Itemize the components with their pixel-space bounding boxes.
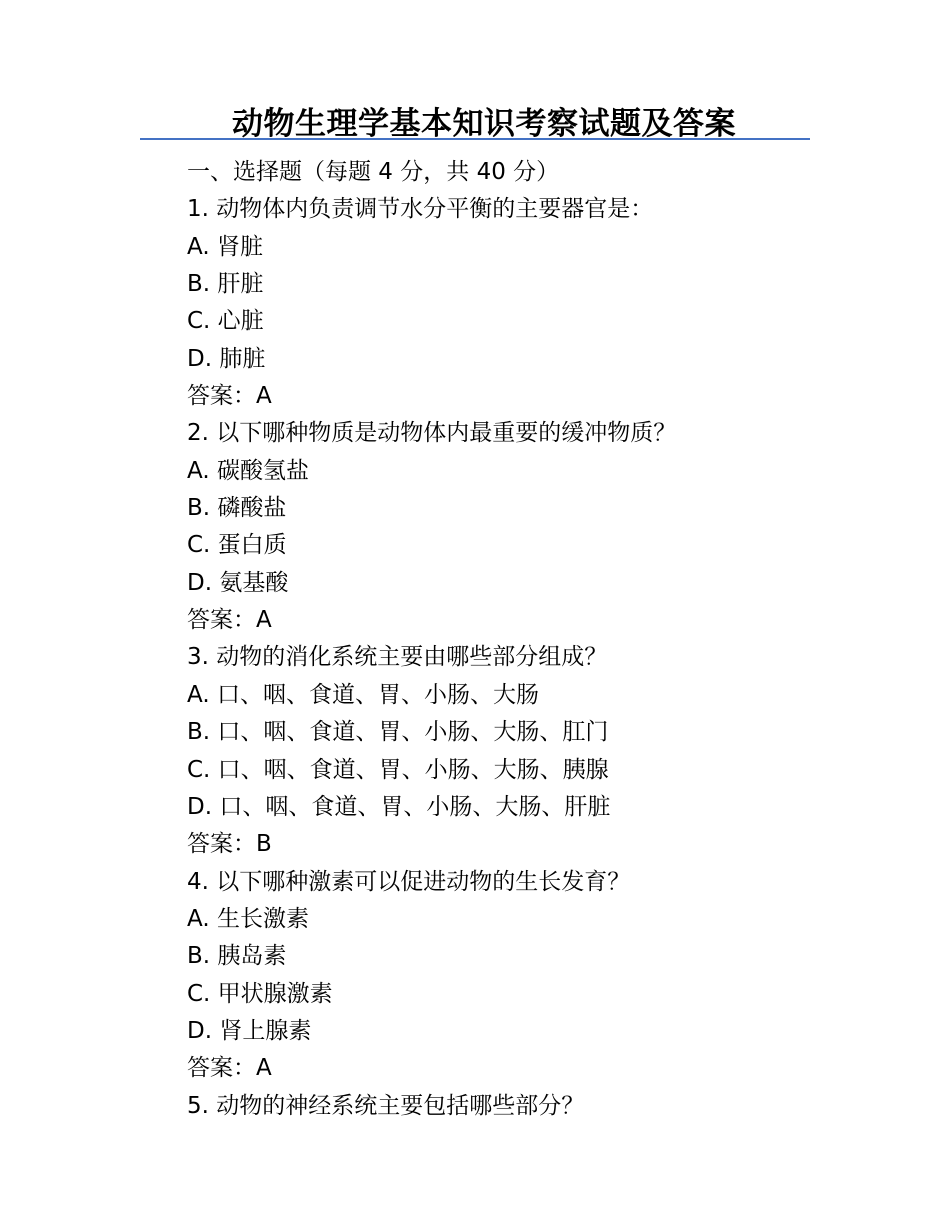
option-c: C. 甲状腺激素: [187, 980, 333, 1007]
option-d: D. 肾上腺素: [187, 1017, 312, 1044]
document-body: [187, 154, 827, 1125]
question-block-5: [187, 1088, 827, 1125]
option-b: B. 口、咽、食道、胃、小肠、大肠、肛门: [187, 719, 609, 746]
option-d: D. 口、咽、食道、胃、小肠、大肠、肝脏: [187, 793, 611, 820]
question-block-3: [187, 639, 827, 863]
answer-text: 答案：A: [187, 383, 272, 410]
question-text: 2. 以下哪种物质是动物体内最重要的缓冲物质？: [187, 420, 677, 447]
option-c: C. 蛋白质: [187, 532, 287, 559]
option-b: B. 磷酸盐: [187, 495, 287, 522]
document-title: 动物生理学基本知识考察试题及答案: [140, 102, 810, 140]
option-a: A. 碳酸氢盐: [187, 457, 309, 484]
option-c: C. 口、咽、食道、胃、小肠、大肠、胰腺: [187, 756, 609, 783]
question-text: 3. 动物的消化系统主要由哪些部分组成？: [187, 644, 608, 671]
option-c: C. 心脏: [187, 308, 264, 335]
option-d: D. 肺脏: [187, 345, 266, 372]
question-text: 1. 动物体内负责调节水分平衡的主要器官是：: [187, 196, 654, 223]
question-block-4: [187, 864, 827, 1088]
option-a: A. 生长激素: [187, 905, 309, 932]
question-block-2: [187, 415, 827, 639]
question-text: 4. 以下哪种激素可以促进动物的生长发育？: [187, 868, 631, 895]
option-b: B. 肝脏: [187, 271, 264, 298]
option-b: B. 胰岛素: [187, 943, 287, 970]
option-a: A. 肾脏: [187, 233, 263, 260]
answer-text: 答案：B: [187, 831, 272, 858]
option-d: D. 氨基酸: [187, 569, 289, 596]
question-block-1: [187, 191, 827, 415]
option-a: A. 口、咽、食道、胃、小肠、大肠: [187, 681, 539, 708]
answer-text: 答案：A: [187, 1055, 272, 1082]
section-heading: 一、选择题（每题 4 分，共 40 分）: [187, 159, 560, 185]
answer-text: 答案：A: [187, 607, 272, 634]
question-text: 5. 动物的神经系统主要包括哪些部分？: [187, 1092, 585, 1119]
